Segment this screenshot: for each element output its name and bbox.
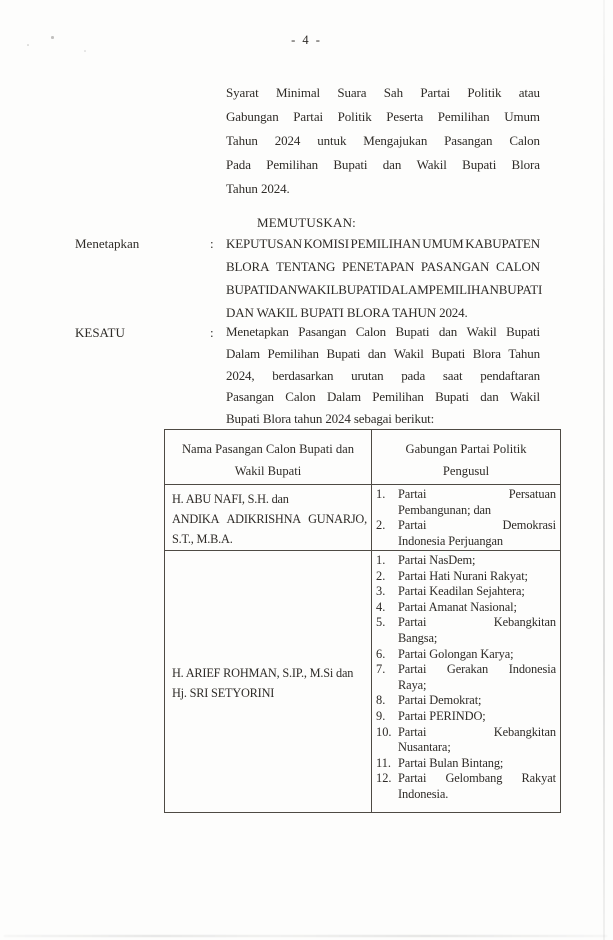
- party-item-number: 2.: [376, 568, 386, 583]
- text-line: Indonesia.: [398, 786, 449, 801]
- party-item-number: 8.: [376, 693, 386, 708]
- text-line: KEPUTUSAN KOMISI PEMILIHAN UMUM KABUPATEN: [226, 236, 540, 251]
- party-item-text: [398, 693, 556, 709]
- party-item: [376, 771, 556, 802]
- text-line: ANDIKA ADIKRISHNA GUNARJO,: [172, 512, 367, 526]
- memutuskan-heading: MEMUTUSKAN:: [257, 215, 356, 230]
- text-line: Wakil Bupati: [234, 464, 302, 478]
- party-item-number: 4.: [376, 599, 386, 614]
- text-line: BLORA TENTANG PENETAPAN PASANGAN CALON: [226, 259, 540, 274]
- text-line: Partai Persatuan: [398, 487, 556, 501]
- clause-label-menetapkan: Menetapkan: [75, 236, 140, 251]
- party-item-text: [398, 647, 556, 663]
- party-item: [376, 709, 556, 725]
- page-number: - 4 -: [291, 33, 322, 47]
- party-item-text: [398, 662, 556, 693]
- party-item-number: 11.: [376, 755, 392, 770]
- text-line: Indonesia Perjuangan: [398, 533, 504, 548]
- party-item-text: [398, 600, 556, 616]
- text-line: S.T., M.B.A.: [172, 532, 233, 546]
- decision-table: [164, 429, 561, 813]
- text-line: DAN WAKIL BUPATI BLORA TAHUN 2024.: [226, 305, 468, 320]
- text-line: Gabungan Partai Politik: [405, 442, 527, 456]
- text-line: Tahun 2024.: [226, 181, 290, 196]
- text-line: Partai Demokrat;: [398, 693, 482, 708]
- party-item: [376, 615, 556, 646]
- party-item-text: [398, 518, 556, 549]
- party-item: [376, 584, 556, 600]
- party-item-number: 1.: [376, 487, 386, 501]
- text-line: Partai Amanat Nasional;: [398, 599, 517, 614]
- text-line: Raya;: [398, 677, 427, 692]
- text-line: Partai Demokrasi: [398, 518, 556, 533]
- clause-text-menetapkan: [226, 232, 543, 324]
- party-item-text: [398, 709, 556, 725]
- intro-paragraph: [226, 81, 540, 201]
- party-item: [376, 487, 556, 518]
- party-item: [376, 756, 556, 772]
- text-line: Nama Pasangan Calon Bupati dan: [181, 442, 355, 456]
- party-item-text: [398, 771, 556, 802]
- text-line: Partai Keadilan Sejahtera;: [398, 584, 525, 599]
- text-line: Partai PERINDO;: [398, 708, 486, 723]
- party-item-number: 7.: [376, 662, 386, 677]
- party-item-text: [398, 584, 556, 600]
- party-item-number: 2.: [376, 518, 386, 533]
- party-item-text: [398, 756, 556, 772]
- clause-label-kesatu: KESATU: [75, 325, 125, 340]
- party-item: [376, 600, 556, 616]
- scan-speckle: [27, 44, 29, 46]
- party-item-text: [398, 725, 556, 756]
- scan-speckle: [84, 50, 86, 52]
- text-line: Bangsa;: [398, 630, 438, 645]
- text-line: Gabungan Partai Politik Peserta Pemilihan Umum: [226, 109, 540, 124]
- text-line: Pada Pemilihan Bupati dan Wakil Bupati Blora: [226, 157, 540, 172]
- scan-edge-bottom: [4, 935, 607, 938]
- text-line: Partai Gerakan Indonesia: [398, 662, 556, 677]
- text-line: Nusantara;: [398, 740, 451, 755]
- text-line: Partai Bulan Bintang;: [398, 755, 504, 770]
- text-line: H. ABU NAFI, S.H. dan: [172, 492, 289, 506]
- party-item: [376, 569, 556, 585]
- text-line: Dalam Pemilihan Bupati dan Wakil Bupati Blora Tahun: [226, 345, 540, 361]
- party-list-row1: [372, 485, 560, 551]
- text-line: Hj. SRI SETYORINI: [172, 685, 275, 700]
- party-item-number: 12.: [376, 771, 392, 786]
- text-line: Pembangunan; dan: [398, 502, 492, 517]
- text-line: Partai NasDem;: [398, 553, 476, 567]
- scan-edge-right: [603, 0, 605, 940]
- text-line: 2024, berdasarkan urutan pada saat pendaftaran: [226, 367, 540, 383]
- text-line: Partai Gelombang Rakyat: [398, 771, 556, 786]
- party-item-text: [398, 569, 556, 585]
- text-line: Partai Kebangkitan: [398, 615, 556, 630]
- party-item: [376, 693, 556, 709]
- party-item-text: [398, 487, 556, 518]
- text-line: Partai Hati Nurani Rakyat;: [398, 568, 528, 583]
- text-line: Partai Golongan Karya;: [398, 646, 514, 661]
- clause-text-kesatu: [226, 321, 540, 430]
- candidate-cell-row2: [165, 551, 372, 812]
- party-item: [376, 725, 556, 756]
- party-item-number: 1.: [376, 553, 386, 567]
- text-line: Pasangan Calon Dalam Pemilihan Bupati dan Wakil: [226, 389, 540, 405]
- party-item-number: 6.: [376, 646, 386, 661]
- text-line: Menetapkan Pasangan Calon Bupati dan Wakil Bupati: [226, 324, 540, 339]
- text-line: Tahun 2024 untuk Mengajukan Pasangan Calon: [226, 133, 540, 148]
- party-item: [376, 662, 556, 693]
- clause-colon: :: [210, 236, 214, 251]
- text-line: H. ARIEF ROHMAN, S.IP., M.Si dan: [172, 665, 354, 680]
- party-item-number: 9.: [376, 708, 386, 723]
- scan-speckle: [51, 36, 54, 39]
- party-list-row2: [372, 551, 560, 812]
- candidate-cell-row1: [165, 485, 372, 551]
- text-line: Pengusul: [442, 464, 490, 478]
- text-line: Partai Kebangkitan: [398, 724, 556, 739]
- party-item-text: [398, 553, 556, 569]
- party-item: [376, 518, 556, 549]
- party-item: [376, 647, 556, 663]
- party-item-number: 3.: [376, 584, 386, 599]
- text-line: Syarat Minimal Suara Sah Partai Politik atau: [226, 85, 540, 100]
- table-header-candidates: [165, 430, 372, 485]
- clause-colon: :: [210, 325, 214, 340]
- text-line: BUPATI DAN WAKIL BUPATI DALAM PEMILIHAN BUPATI: [226, 282, 543, 297]
- party-item-number: 5.: [376, 615, 386, 630]
- table-header-parties: [372, 430, 560, 485]
- text-line: Bupati Blora tahun 2024 sebagai berikut:: [226, 411, 435, 427]
- party-item: [376, 553, 556, 569]
- party-item-text: [398, 615, 556, 646]
- party-item-number: 10.: [376, 724, 392, 739]
